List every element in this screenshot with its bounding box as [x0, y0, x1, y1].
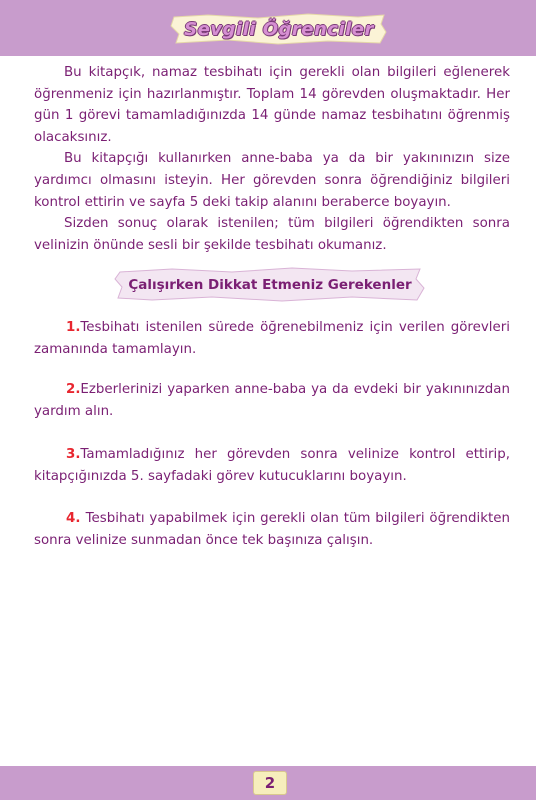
- rule-number: 2.: [66, 382, 81, 397]
- rule-item: [34, 379, 510, 423]
- page-title: Sevgili Öğrenciler: [184, 18, 374, 40]
- rule-item: [34, 317, 510, 361]
- rule-number: 3.: [66, 447, 81, 462]
- title-banner: [168, 12, 390, 46]
- rule-text: Tesbihatı istenilen sürede öğrenebilmeniz için verilen görevleri zamanında tamamlayın.: [34, 320, 510, 357]
- rule-item: [34, 508, 510, 552]
- rule-number: 1.: [66, 320, 81, 335]
- rule-item: [34, 444, 510, 488]
- intro-paragraph: Bu kitapçık, namaz tesbihatı için gerekli olan bilgileri eğlenerek öğrenmeniz için hazırlanmıştır. Toplam 14 görevden oluşmaktadır. Her gün 1 görevi tamamladığınızda 14 günde namaz tesbihatını öğrenmiş olacaksınız.: [34, 65, 510, 145]
- intro-paragraph: Bu kitapçığı kullanırken anne-baba ya da bir yakınınızın size yardımcı olmasını isteyin. Her görevden sonra öğrendiğiniz bilgileri kontrol ettirin ve sayfa 5 deki takip alanını beraberce boyayın.: [34, 151, 510, 210]
- rule-text: Ezberlerinizi yaparken anne-baba ya da evdeki bir yakınınızdan yardım alın.: [34, 382, 510, 419]
- rule-text: Tesbihatı yapabilmek için gerekli olan tüm bilgileri öğrendikten sonra velinize sunmadan önce tek başınıza çalışın.: [34, 511, 510, 548]
- section-title: Çalışırken Dikkat Etmeniz Gerekenler: [128, 277, 412, 293]
- rule-number: 4.: [66, 511, 86, 526]
- intro-paragraph: Sizden sonuç olarak istenilen; tüm bilgileri öğrendikten sonra velinizin önünde sesli bir şekilde tesbihatı okumanız.: [34, 216, 510, 253]
- rule-text: Tamamladığınız her görevden sonra velinize kontrol ettirip, kitapçığınızda 5. sayfadaki görev kutucuklarını boyayın.: [34, 447, 510, 484]
- intro-text: [34, 62, 510, 256]
- page-number: 2: [253, 771, 287, 795]
- section-banner: [112, 266, 428, 304]
